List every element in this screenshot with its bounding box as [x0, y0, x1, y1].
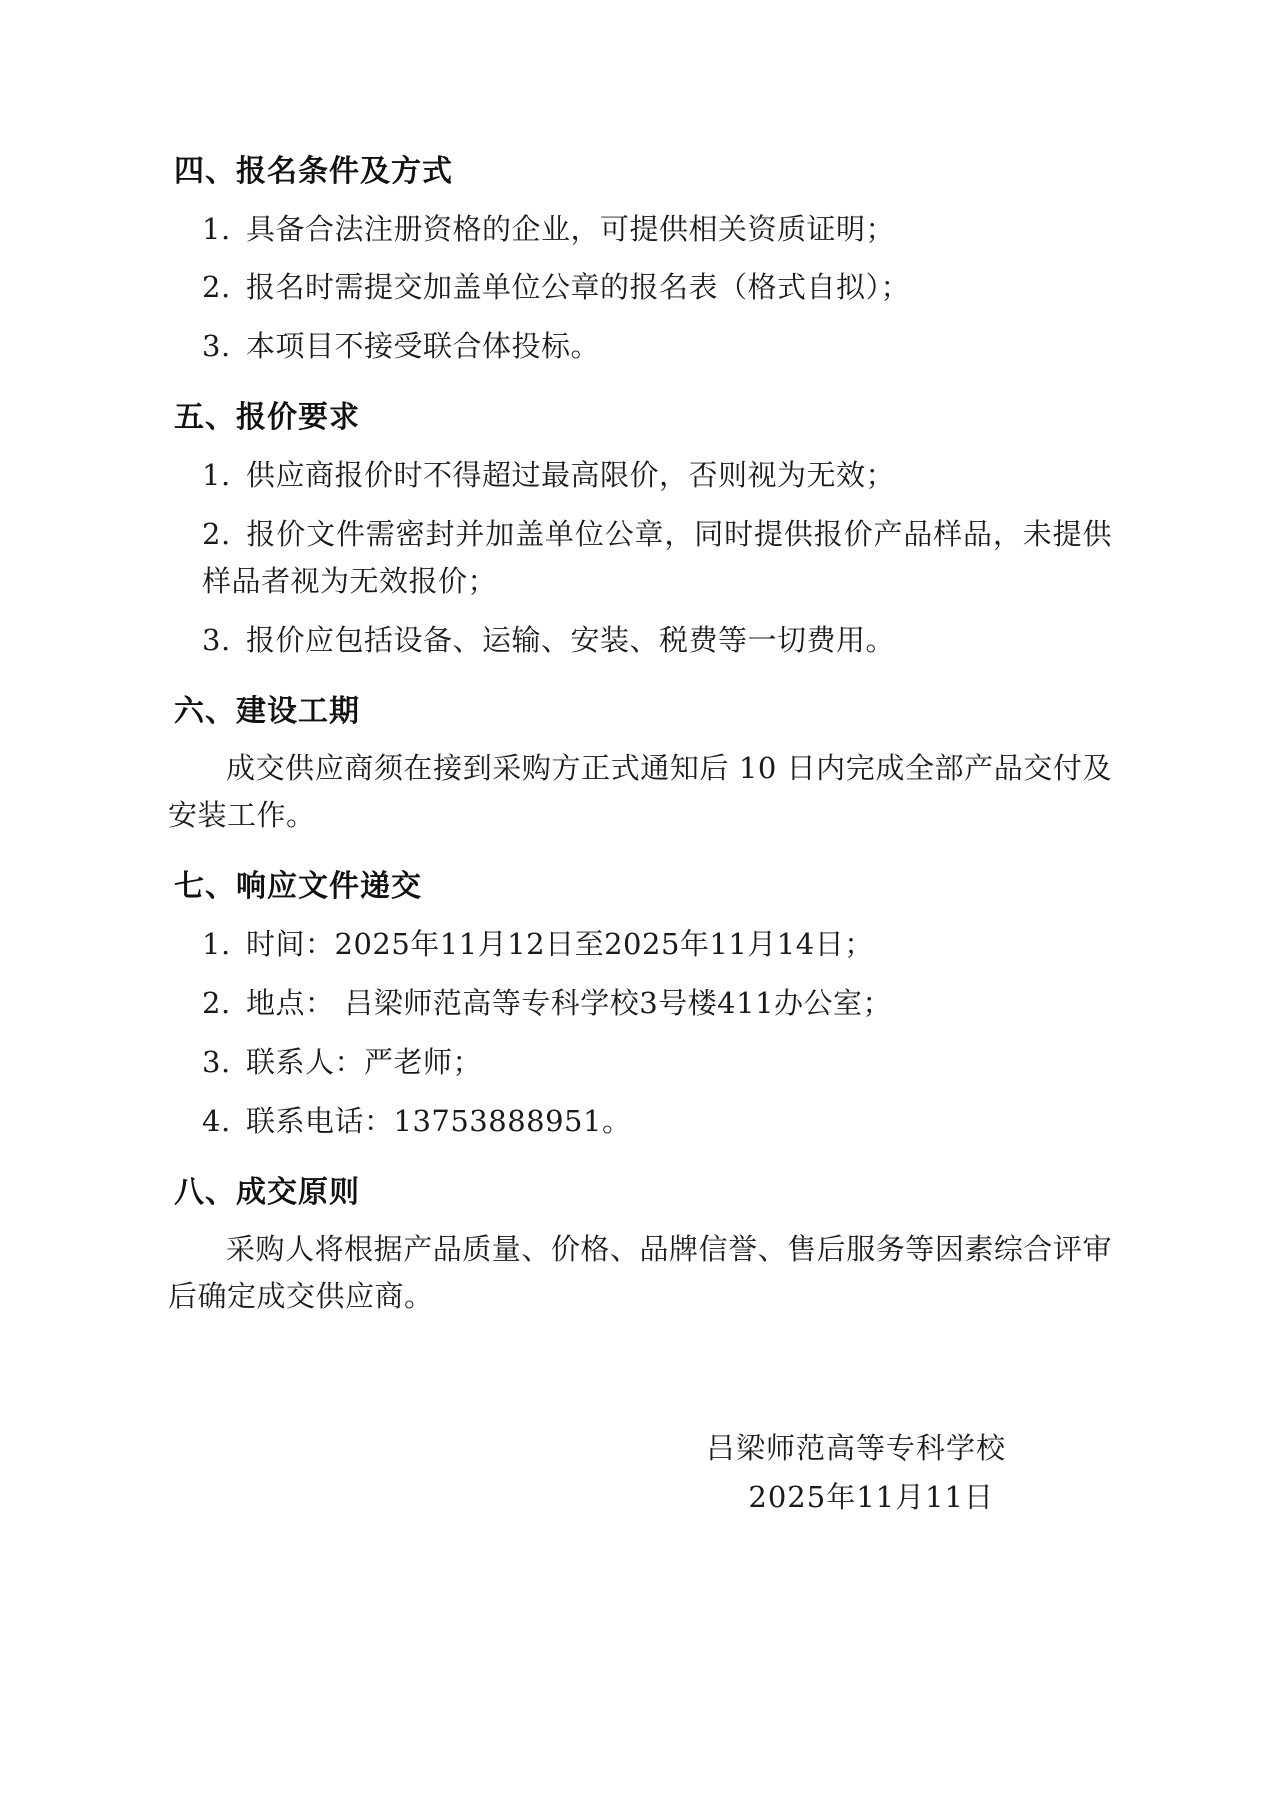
list-item-text: 具备合法注册资格的企业，可提供相关资质证明； — [246, 211, 896, 246]
list-item-number: 2. — [202, 985, 231, 1020]
signature-date: 2025年11月11日 — [748, 1480, 994, 1515]
section-heading-registration: 四、报名条件及方式 — [174, 154, 453, 189]
list-item — [168, 206, 1112, 253]
list-item-text: 报名时需提交加盖单位公章的报名表（格式自拟）； — [246, 270, 911, 305]
list-item-number: 2. — [202, 270, 231, 305]
signature-organization: 吕梁师范高等专科学校 — [705, 1431, 1006, 1466]
list-item-text: 报价应包括设备、运输、安装、税费等一切费用。 — [246, 622, 896, 657]
list-item — [168, 1039, 1112, 1086]
section-paragraph-award-principle: 采购人将根据产品质量、价格、品牌信誉、售后服务等因素综合评审后确定成交供应商。 — [168, 1232, 1112, 1314]
list-item-number: 3. — [202, 622, 231, 657]
list-item-text: 地点： 吕梁师范高等专科学校3号楼411办公室； — [246, 985, 893, 1020]
list-item-number: 1. — [202, 211, 231, 246]
list-item-number: 4. — [202, 1103, 231, 1138]
signature-block — [168, 1424, 1112, 1523]
document-body — [168, 150, 1112, 1523]
list-item — [168, 617, 1112, 664]
list-item-text: 时间：2025年11月12日至2025年11月14日； — [246, 926, 874, 961]
list-item-number: 1. — [202, 926, 231, 961]
list-item — [168, 1098, 1112, 1145]
list-item-text: 本项目不接受联合体投标。 — [246, 329, 601, 364]
list-item — [168, 511, 1112, 605]
list-item-text: 联系电话：13753888951。 — [246, 1103, 632, 1138]
list-item-number: 3. — [202, 1044, 231, 1079]
section-heading-submission: 七、响应文件递交 — [174, 869, 422, 905]
section-heading-award-principle: 八、成交原则 — [174, 1174, 360, 1210]
list-item-number: 2. — [202, 516, 231, 551]
list-item-number: 3. — [202, 329, 231, 364]
list-item — [168, 323, 1112, 370]
list-item-text: 报价文件需密封并加盖单位公章，同时提供报价产品样品，未提供样品者视为无效报价； — [202, 516, 1112, 598]
list-item-text: 供应商报价时不得超过最高限价，否则视为无效； — [246, 457, 896, 492]
section-heading-construction-period: 六、建设工期 — [174, 693, 360, 729]
list-item — [168, 264, 1112, 311]
list-item — [168, 921, 1112, 968]
list-item-text: 联系人：严老师； — [246, 1044, 483, 1079]
list-item-number: 1. — [202, 457, 231, 492]
list-item — [168, 452, 1112, 499]
list-item — [168, 980, 1112, 1027]
section-heading-quotation: 五、报价要求 — [174, 400, 360, 436]
section-paragraph-construction-period: 成交供应商须在接到采购方正式通知后 10 日内完成全部产品交付及安装工作。 — [168, 751, 1112, 833]
